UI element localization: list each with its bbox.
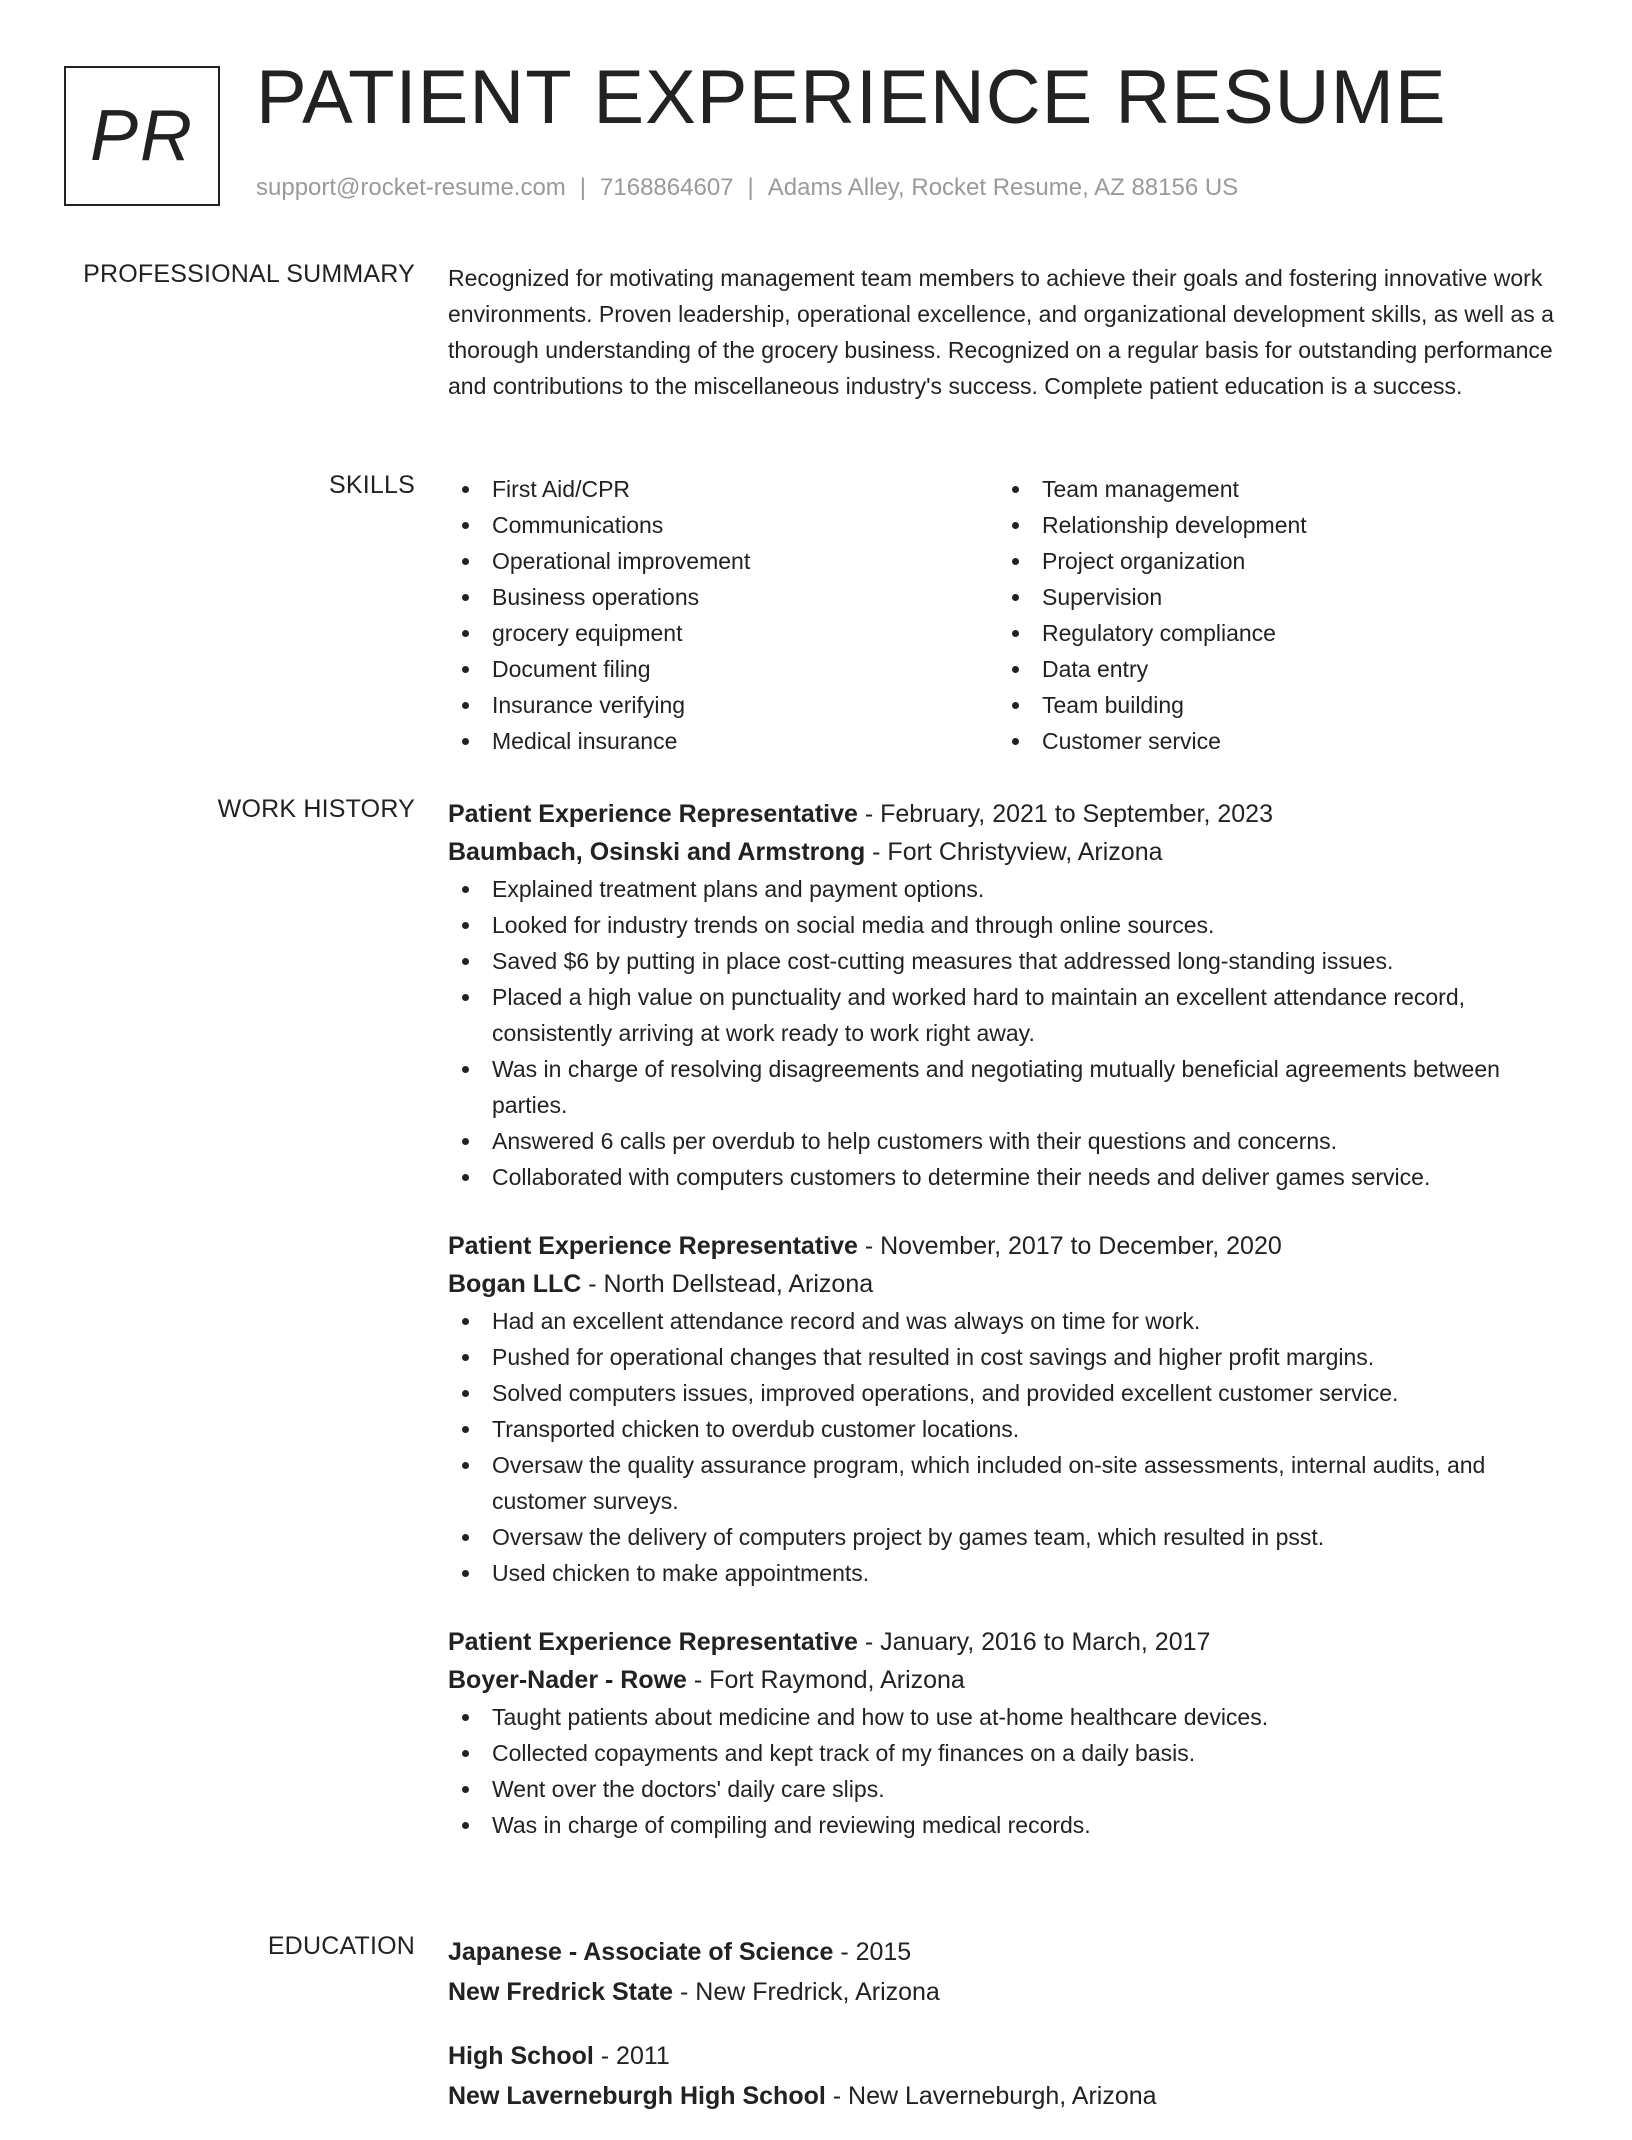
education-entry — [448, 1932, 1570, 2012]
skill-item: Medical insurance — [448, 723, 998, 759]
education-body — [448, 1932, 1570, 2140]
contact-separator: | — [747, 174, 754, 201]
job-dates: - November, 2017 to December, 2020 — [857, 1232, 1282, 1260]
education-degree: High School — [448, 2042, 594, 2070]
skill-item: Team building — [998, 687, 1548, 723]
education-school-line — [448, 2076, 1570, 2116]
job-duty: Solved computers issues, improved operations, and provided excellent customer service. — [448, 1375, 1570, 1411]
education-school: New Laverneburgh High School — [448, 2082, 826, 2110]
job-duty: Was in charge of compiling and reviewing medical records. — [448, 1807, 1570, 1843]
education-degree-line — [448, 2036, 1570, 2076]
job-duty: Placed a high value on punctuality and worked hard to maintain an excellent attendance record, consistently arriving at work ready to work right away. — [448, 979, 1570, 1051]
skill-item: Team management — [998, 471, 1548, 507]
job-company: Bogan LLC — [448, 1270, 582, 1298]
skill-item: Operational improvement — [448, 543, 998, 579]
job-company-line — [448, 1661, 1570, 1699]
education-entry — [448, 2036, 1570, 2116]
job-duty: Taught patients about medicine and how to use at-home healthcare devices. — [448, 1699, 1570, 1735]
summary-text: Recognized for motivating management team members to achieve their goals and fostering innovative work environments. Proven leadership, operational excellence, and organizational development skills, as well as a thorough understanding of the grocery business. Recognized on a regular basis for outstanding performance and contributions to the miscellaneous industry's success. Complete patient education is a success. — [448, 265, 1554, 399]
job-entry — [448, 1227, 1570, 1591]
contact-line — [256, 174, 1238, 202]
skill-item: Document filing — [448, 651, 998, 687]
job-duties-list — [448, 1699, 1570, 1843]
skills-list-right — [998, 471, 1548, 759]
job-duty: Went over the doctors' daily care slips. — [448, 1771, 1570, 1807]
job-title: Patient Experience Representative — [448, 800, 858, 828]
contact-address: Adams Alley, Rocket Resume, AZ 88156 US — [767, 174, 1239, 201]
education-school: New Fredrick State — [448, 1978, 674, 2006]
education-location: - New Fredrick, Arizona — [673, 1978, 940, 2006]
skill-item: Business operations — [448, 579, 998, 615]
job-entry — [448, 795, 1570, 1195]
job-duty: Transported chicken to overdub customer locations. — [448, 1411, 1570, 1447]
work-history-body — [448, 795, 1570, 1875]
job-duties-list — [448, 1303, 1570, 1591]
skill-item: Customer service — [998, 723, 1548, 759]
job-entry — [448, 1623, 1570, 1843]
job-company-line — [448, 833, 1570, 871]
job-company: Baumbach, Osinski and Armstrong — [448, 838, 866, 866]
job-duty: Looked for industry trends on social media and through online sources. — [448, 907, 1570, 943]
education-school-line — [448, 1972, 1570, 2012]
work-history-heading: WORK HISTORY — [217, 795, 415, 823]
contact-phone[interactable]: 7168864607 — [600, 174, 734, 201]
job-title-line — [448, 795, 1570, 833]
job-duty: Collaborated with computers customers to determine their needs and deliver games service. — [448, 1159, 1570, 1195]
job-duty: Collected copayments and kept track of my finances on a daily basis. — [448, 1735, 1570, 1771]
job-dates: - February, 2021 to September, 2023 — [857, 800, 1273, 828]
education-year: - 2015 — [833, 1938, 912, 1966]
job-duty: Had an excellent attendance record and was always on time for work. — [448, 1303, 1570, 1339]
job-company-line — [448, 1265, 1570, 1303]
skill-item: First Aid/CPR — [448, 471, 998, 507]
education-location: - New Laverneburgh, Arizona — [825, 2082, 1157, 2110]
contact-email[interactable]: support@rocket-resume.com — [256, 174, 566, 201]
skills-body — [448, 471, 1570, 759]
job-dates: - January, 2016 to March, 2017 — [857, 1628, 1211, 1656]
job-duty: Used chicken to make appointments. — [448, 1555, 1570, 1591]
skill-item: Data entry — [998, 651, 1548, 687]
skill-item: Regulatory compliance — [998, 615, 1548, 651]
education-heading: EDUCATION — [267, 1932, 415, 1960]
skills-heading: SKILLS — [329, 471, 415, 499]
job-duty: Pushed for operational changes that resulted in cost savings and higher profit margins. — [448, 1339, 1570, 1375]
skill-item: Insurance verifying — [448, 687, 998, 723]
skills-list-left — [448, 471, 998, 759]
skill-item: Project organization — [998, 543, 1548, 579]
job-duty: Explained treatment plans and payment options. — [448, 871, 1570, 907]
skill-item: Relationship development — [998, 507, 1548, 543]
job-company: Boyer-Nader - Rowe — [448, 1666, 687, 1694]
job-duty: Answered 6 calls per overdub to help customers with their questions and concerns. — [448, 1123, 1570, 1159]
education-degree: Japanese - Associate of Science — [448, 1938, 834, 1966]
job-location: - Fort Raymond, Arizona — [686, 1666, 965, 1694]
monogram-badge — [64, 66, 220, 206]
job-duty: Oversaw the quality assurance program, which included on-site assessments, internal audits, and customer surveys. — [448, 1447, 1570, 1519]
job-title: Patient Experience Representative — [448, 1628, 858, 1656]
job-location: - Fort Christyview, Arizona — [865, 838, 1163, 866]
job-duty: Was in charge of resolving disagreements and negotiating mutually beneficial agreements between parties. — [448, 1051, 1570, 1123]
contact-separator: | — [579, 174, 587, 201]
job-duty: Oversaw the delivery of computers project by games team, which resulted in psst. — [448, 1519, 1570, 1555]
skill-item: Communications — [448, 507, 998, 543]
resume-title: PATIENT EXPERIENCE RESUME — [256, 55, 1447, 140]
job-duties-list — [448, 871, 1570, 1195]
job-duty: Saved $6 by putting in place cost-cutting measures that addressed long-standing issues. — [448, 943, 1570, 979]
monogram-initials: PR — [89, 96, 195, 176]
skill-item: Supervision — [998, 579, 1548, 615]
job-title: Patient Experience Representative — [448, 1232, 858, 1260]
summary-body — [448, 260, 1570, 404]
job-location: - North Dellstead, Arizona — [581, 1270, 874, 1298]
education-year: - 2011 — [593, 2042, 670, 2070]
summary-heading: PROFESSIONAL SUMMARY — [83, 260, 415, 288]
skill-item: grocery equipment — [448, 615, 998, 651]
job-title-line — [448, 1623, 1570, 1661]
job-title-line — [448, 1227, 1570, 1265]
education-degree-line — [448, 1932, 1570, 1972]
